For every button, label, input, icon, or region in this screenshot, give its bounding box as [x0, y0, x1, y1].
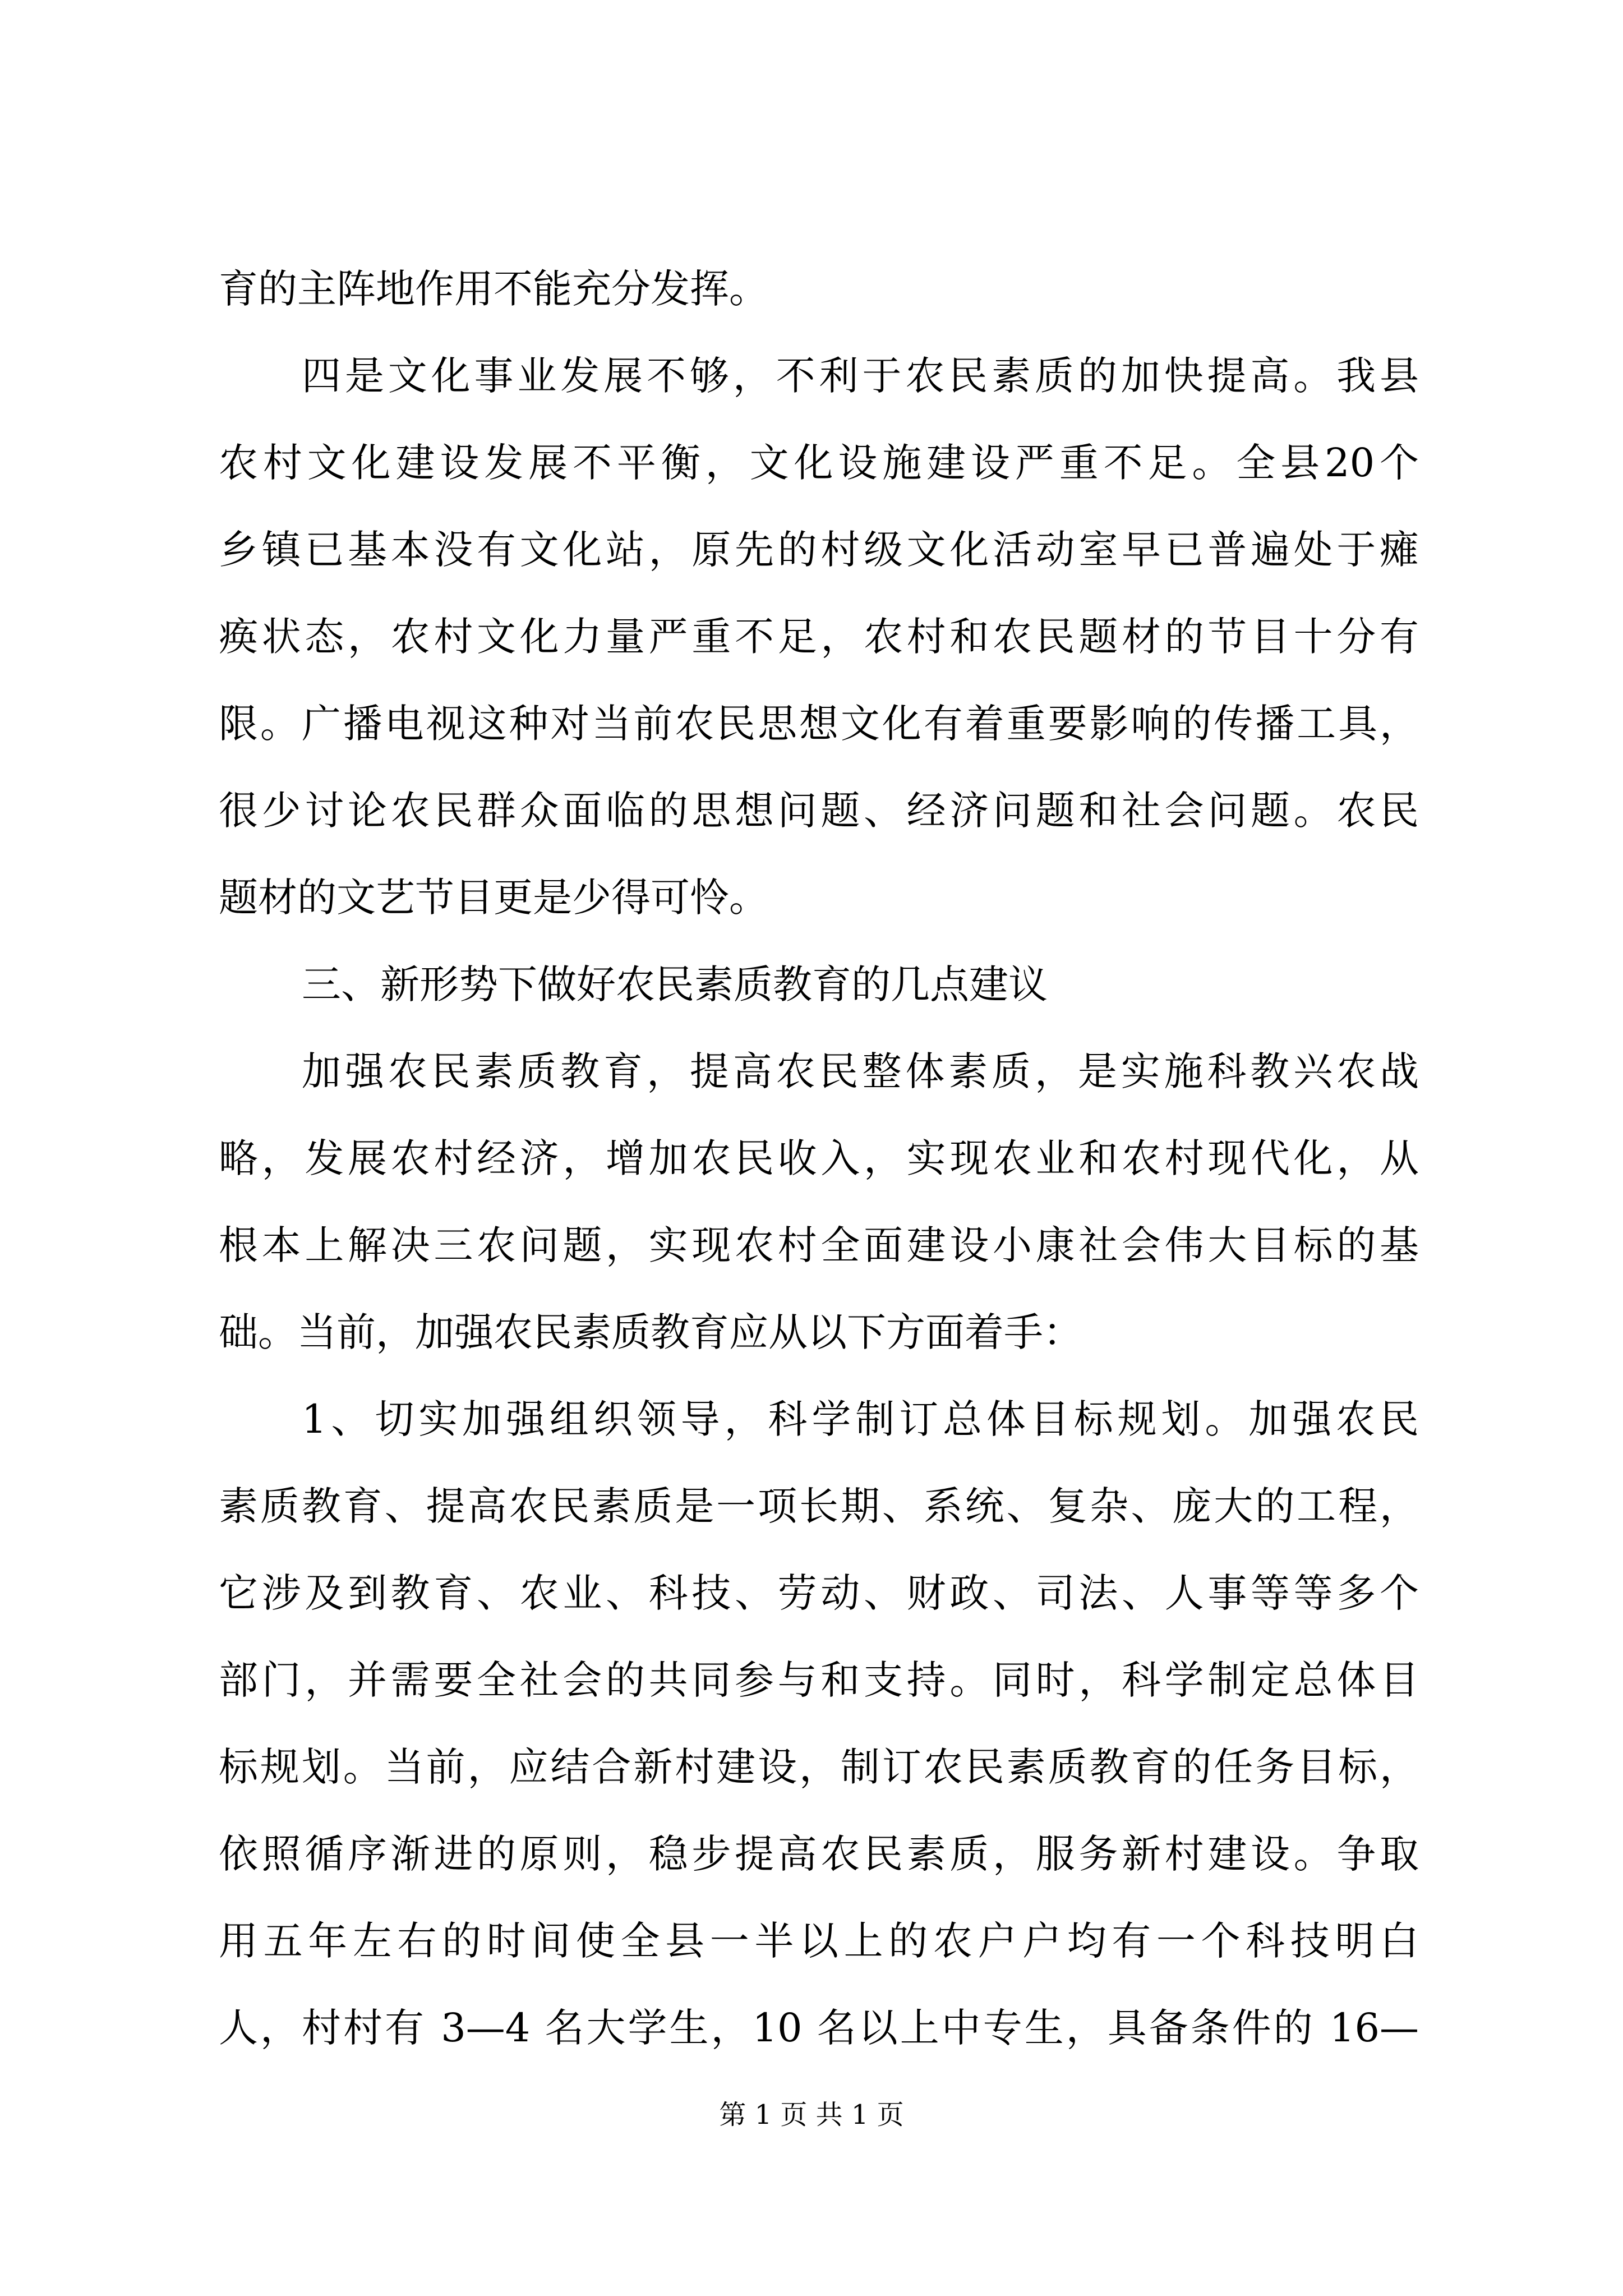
paragraph-line: 略，发展农村经济，增加农民收入，实现农业和农村现代化，从 [219, 1135, 1419, 1181]
paragraph-line: 依照循序渐进的原则，稳步提高农民素质，服务新村建设。争取 [219, 1831, 1419, 1877]
paragraph-line: 农村文化建设发展不平衡，文化设施建设严重不足。全县20个 [219, 440, 1419, 486]
page-footer [0, 2095, 1623, 2134]
document-body [219, 246, 1419, 2072]
paragraph-line: 它涉及到教育、农业、科技、劳动、财政、司法、人事等等多个 [219, 1570, 1419, 1616]
paragraph-line: 1、切实加强组织领导，科学制订总体目标规划。加强农民 [302, 1396, 1419, 1442]
paragraph-line: 题材的文艺节目更是少得可怜。 [219, 875, 768, 921]
paragraph-line: 乡镇已基本没有文化站，原先的村级文化活动室早已普遍处于瘫 [219, 527, 1419, 573]
page-number-label: 第 1 页 共 1 页 [719, 2099, 904, 2131]
paragraph-line: 加强农民素质教育，提高农民整体素质，是实施科教兴农战 [302, 1048, 1419, 1094]
paragraph-line: 用五年左右的时间使全县一半以上的农户户均有一个科技明白 [219, 1918, 1419, 1964]
paragraph-line: 痪状态，农村文化力量严重不足，农村和农民题材的节目十分有 [219, 614, 1419, 660]
paragraph-line: 标规划。当前，应结合新村建设，制订农民素质教育的任务目标， [219, 1744, 1419, 1790]
paragraph-line: 限。广播电视这种对当前农民思想文化有着重要影响的传播工具， [219, 701, 1419, 747]
paragraph-line: 四是文化事业发展不够，不利于农民素质的加快提高。我县 [302, 353, 1419, 399]
paragraph-line: 础。当前，加强农民素质教育应从以下方面着手： [219, 1309, 1082, 1355]
paragraph-line: 人，村村有 3—4 名大学生，10 名以上中专生，具备条件的 16— [219, 2005, 1419, 2051]
section-heading: 三、新形势下做好农民素质教育的几点建议 [302, 961, 1048, 1007]
paragraph-line: 育的主阵地作用不能充分发挥。 [219, 266, 768, 312]
paragraph-line: 素质教育、提高农民素质是一项长期、系统、复杂、庞大的工程， [219, 1483, 1419, 1529]
paragraph-line: 根本上解决三农问题，实现农村全面建设小康社会伟大目标的基 [219, 1222, 1419, 1268]
paragraph-line: 很少讨论农民群众面临的思想问题、经济问题和社会问题。农民 [219, 788, 1419, 834]
paragraph-line: 部门，并需要全社会的共同参与和支持。同时，科学制定总体目 [219, 1657, 1419, 1703]
